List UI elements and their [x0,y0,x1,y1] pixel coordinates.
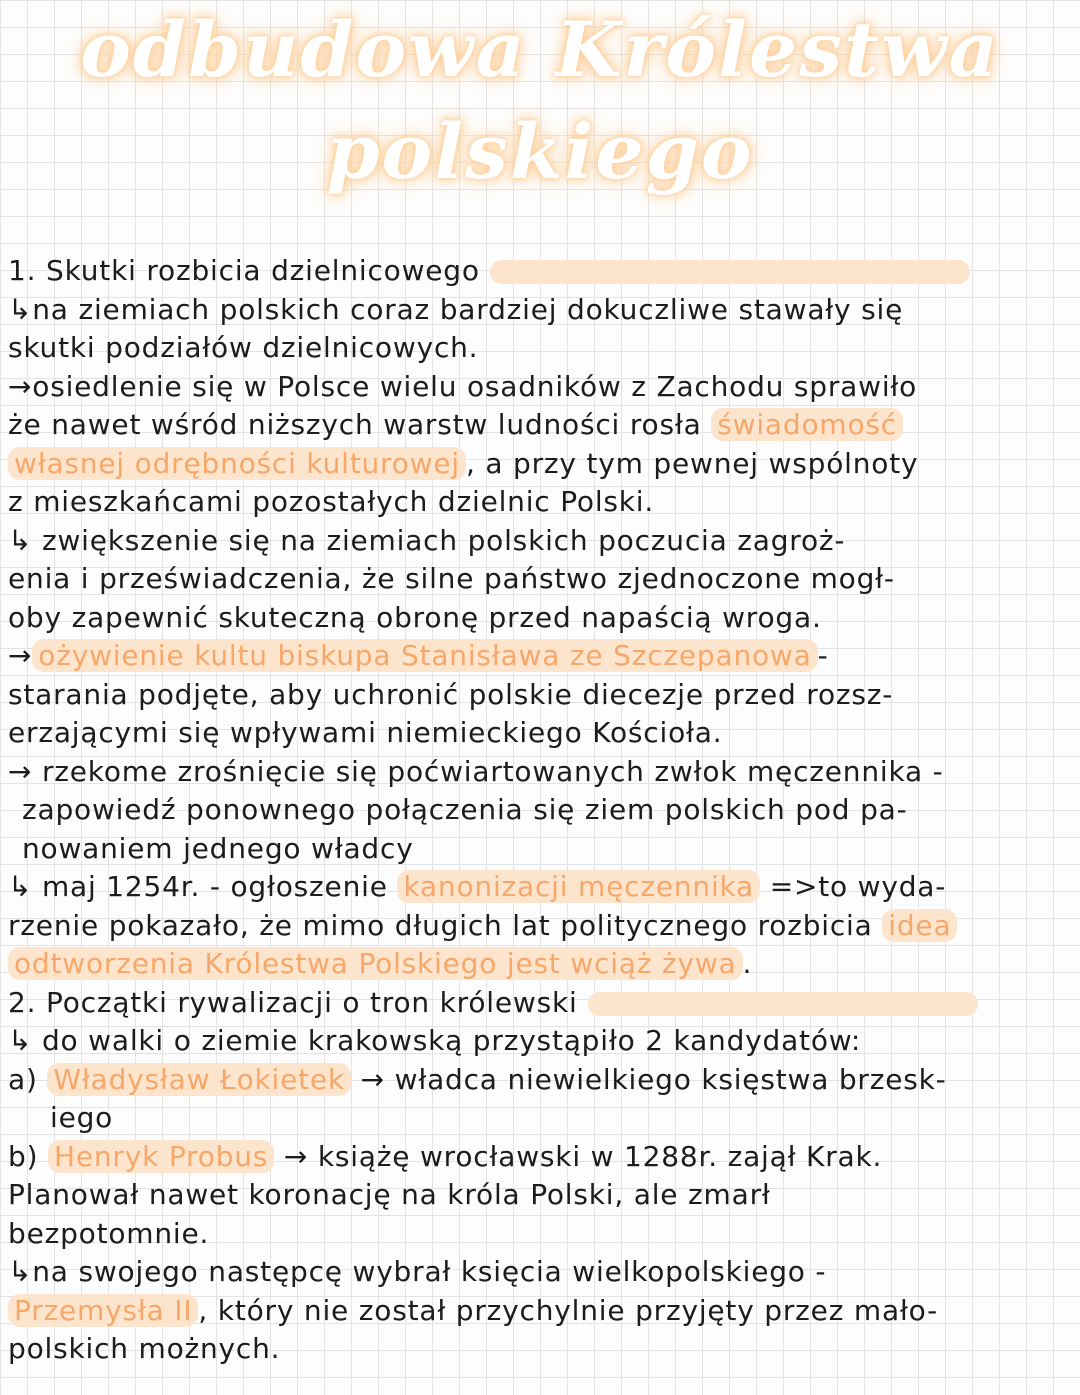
heading-highlight-bar [490,260,970,284]
title-text-2: polskiego [326,107,754,196]
note-line [8,1061,1072,1100]
highlighted-term: Henryk Probus [48,1140,274,1173]
note-line [8,1253,1072,1292]
note-line [8,753,1072,792]
note-text: ↳na ziemiach polskich coraz bardziej dokuczliwe stawały się [8,292,904,326]
highlighted-term: odtworzenia Królestwa Polskiego jest wciąż żywa [8,947,743,980]
note-line [8,830,1072,869]
note-text: Planował nawet koronację na króla Polski, ale zmarł [8,1178,771,1211]
note-line [8,406,1072,445]
note-line [8,1022,1072,1061]
note-text: ↳ do walki o ziemie krakowską przystąpiło 2 kandydatów: [8,1024,862,1057]
note-text: , a przy tym pewnej wspólnoty [465,446,919,480]
title-line-1 [0,0,1080,110]
notes-content [8,252,1072,1369]
note-text: ↳ maj 1254r. - ogłoszenie [8,870,398,903]
note-text: a) [8,1062,48,1096]
section1-heading: 1. Skutki rozbicia dzielnicowego [8,254,480,287]
note-text: bezpotomnie. [8,1216,210,1250]
note-text: zapowiedź ponownego połączenia się ziem polskich pod pa- [22,793,908,826]
note-line [8,445,1072,484]
note-text: z mieszkańcami pozostałych dzielnic Polski. [8,485,655,518]
note-line [8,868,1072,907]
arrow-glyph: → [8,639,33,672]
note-text: b) [8,1139,48,1173]
highlighted-term: Władysław Łokietek [47,1063,351,1096]
note-text: że nawet wśród niższych warstw ludności rosła [8,408,712,441]
note-text: enia i przeświadczenia, że silne państwo zjednoczone mogł- [8,562,895,595]
note-text: - [817,639,829,672]
note-line [8,907,1072,946]
highlighted-term: własnej odrębności kulturowej [8,447,466,480]
highlighted-term: świadomość [711,408,903,441]
note-line [8,791,1072,830]
note-text: nowaniem jednego władcy [22,831,414,865]
note-text: starania podjęte, aby uchronić polskie diecezje przed rozsz- [8,677,894,711]
note-line [8,714,1072,753]
note-line [8,1099,1072,1138]
note-line [8,676,1072,715]
note-text: oby zapewnić skuteczną obronę przed napaścią wroga. [8,600,822,634]
title-line-2 [0,102,1080,212]
note-line [8,1330,1072,1369]
note-text: rzenie pokazało, że mimo długich lat politycznego rozbicia [8,908,883,942]
highlighted-term: ożywienie kultu biskupa Stanisława ze Szczepanowa [32,639,817,672]
section1-heading-line [8,252,1072,291]
note-line [8,329,1072,368]
highlighted-term: Przemysła II [8,1294,198,1327]
note-line [8,1176,1072,1215]
note-line [8,637,1072,676]
highlighted-term: kanonizacji męczennika [397,870,760,903]
note-text: . [742,947,753,980]
note-text: =>to wyda- [760,870,947,903]
heading-highlight-bar [588,992,978,1016]
note-text: → książę wrocławski w 1288r. zajął Krak. [274,1139,883,1173]
section2-heading-line [8,984,1072,1023]
note-line [8,560,1072,599]
note-text: erzającymi się wpływami niemieckiego Kościoła. [8,716,723,749]
note-text: ↳ zwiększenie się na ziemiach polskich poczucia zagroż- [8,523,846,557]
note-line [8,1215,1072,1254]
note-line [8,1138,1072,1177]
section2-heading: 2. Początki rywalizacji o tron królewski [8,985,578,1019]
note-text: polskich możnych. [8,1332,281,1365]
note-line [8,483,1072,522]
note-text: ↳na swojego następcę wybrał księcia wielkopolskiego - [8,1255,827,1288]
note-text: →osiedlenie się w Polsce wielu osadników z Zachodu sprawiło [8,369,918,403]
note-line [8,368,1072,407]
note-text: skutki podziałów dzielnicowych. [8,331,479,364]
title-text-1: odbudowa Królestwa [80,5,1000,94]
note-text: → władca niewielkiego księstwa brzesk- [350,1062,947,1096]
note-text: , który nie został przychylnie przyjęty przez mało- [198,1293,939,1327]
note-line [8,945,1072,984]
note-line [8,522,1072,561]
note-line [8,291,1072,330]
note-text: → rzekome zrośnięcie się poćwiartowanych zwłok męczennika - [8,754,944,788]
note-text: iego [50,1101,114,1134]
note-line [8,1292,1072,1331]
note-line [8,599,1072,638]
highlighted-term: idea [882,909,957,942]
